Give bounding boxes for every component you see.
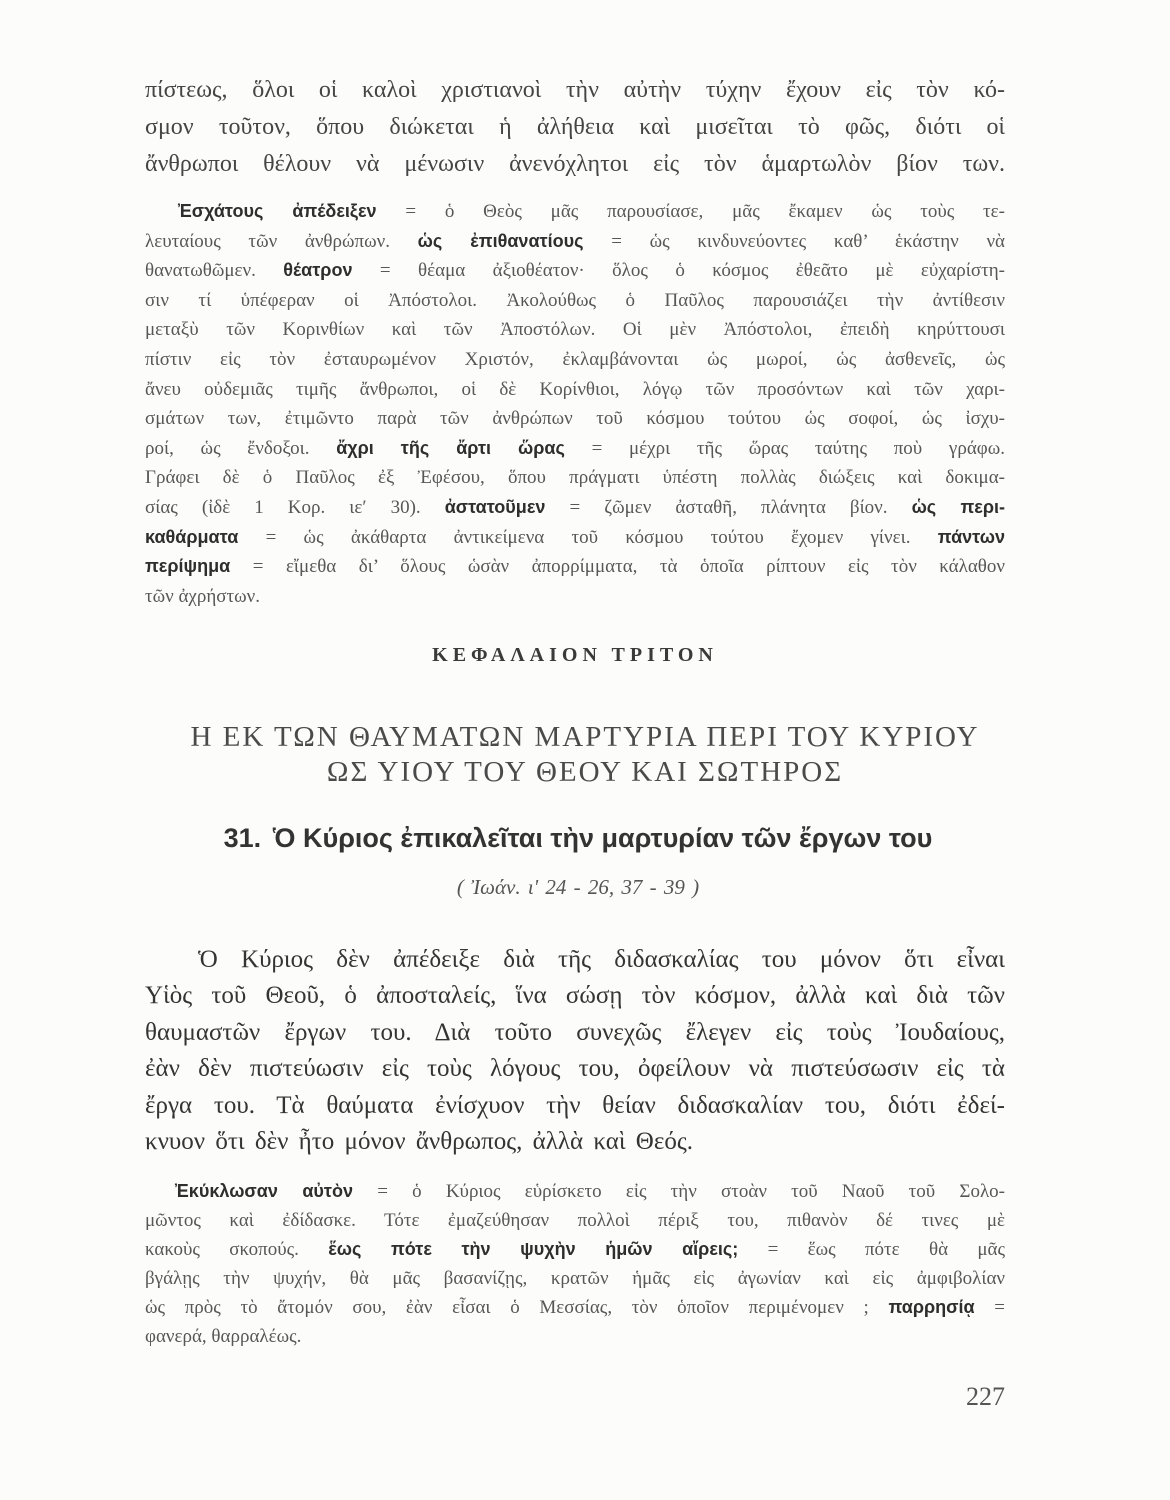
text-line [145, 552, 1005, 582]
text-run: πίστεως, ὅλοι οἱ καλοὶ χριστιανοὶ τὴν αὐτὴν τύχην ἔχουν εἰς τὸν κό- [145, 77, 1005, 103]
text-line [145, 404, 1005, 434]
text-line [145, 493, 1005, 523]
glossary-term: περίψημα [145, 556, 231, 577]
glossary-term: πάντων [937, 526, 1005, 547]
text-run: = εἴμεθα δι’ ὅλους ὡσὰν ἀπορρίμματα, τὰ ὁποῖα ρίπτουν εἰς τὸν κάλαθον [230, 556, 1005, 578]
text-run: = ὁ Θεὸς μᾶς παρουσίασε, μᾶς ἔκαμεν ὡς τοὺς τε- [376, 201, 1005, 222]
text-run: πίστιν εἰς τὸν ἐσταυρωμένον Χριστόν, ἐκλαμβάνονται ὡς μωροί, ὡς ἀσθενεῖς, ὡς [145, 348, 1005, 370]
commentary-block [145, 197, 1005, 611]
glossary-term: Ἐκύκλωσαν αὐτὸν [175, 1181, 354, 1201]
text-line [145, 345, 1005, 375]
text-run: κνυον ὅτι δὲν ἦτο μόνον ἄνθρωπος, ἀλλὰ καὶ Θεός. [145, 1128, 693, 1156]
text-run: = ὡς ἀκάθαρτα ἀντικείμενα τοῦ κόσμου τούτου ἔχομεν γίνει. [238, 526, 938, 548]
text-run: μεταξὺ τῶν Κορινθίων καὶ τῶν Ἀποστόλων. Οἱ μὲν Ἀπόστολοι, ἐπειδὴ κηρύττουσι [145, 319, 1005, 341]
text-run: ἄνευ οὐδεμιᾶς τιμῆς ἄνθρωποι, οἱ δὲ Κορίνθιοι, λόγῳ τῶν προσόντων καὶ τῶν χαρι- [145, 378, 1005, 400]
scripture-reference: ( Ἰωάν. ιʹ 24 - 26, 37 - 39 ) [456, 875, 700, 899]
text-run: = [974, 1297, 1005, 1318]
text-line [145, 109, 1005, 146]
glossary-term: παρρησίᾳ [888, 1297, 975, 1317]
chapter-title-line: ΩΣ ΥΙΟΥ ΤΟΥ ΘΕΟΥ ΚΑΙ ΣΩΤΗΡΟΣ [326, 756, 844, 788]
text-line [145, 978, 1005, 1014]
text-run: μῶντος καὶ ἐδίδασκε. Τότε ἐμαζεύθησαν πολλοὶ πέριξ του, πιθανὸν δέ τινες μὲ [145, 1210, 1005, 1231]
glossary-term: ἕως πότε τὴν ψυχὴν ἡμῶν αἴρεις; [328, 1239, 739, 1259]
text-line [145, 315, 1005, 345]
text-line [145, 582, 1005, 612]
text-run: = ἕως πότε θὰ μᾶς [738, 1239, 1006, 1260]
glossary-term: ἄχρι τῆς ἄρτι ὥρας [336, 437, 565, 458]
text-line [145, 286, 1005, 316]
text-run: κακοὺς σκοπούς. [145, 1239, 329, 1260]
text-line [145, 1235, 1005, 1264]
commentary-block [145, 1177, 1005, 1351]
text-line [145, 1206, 1005, 1235]
body-paragraph [145, 942, 1005, 1160]
glossary-term: ἀστατοῦμεν [444, 496, 546, 517]
section-title: Ὁ Κύριος ἐπικαλεῖται τὴν μαρτυρίαν τῶν ἔργων του [273, 823, 933, 853]
chapter-title-line: Η ΕΚ ΤΩΝ ΘΑΥΜΑΤΩΝ ΜΑΡΤΥΡΙΑ ΠΕΡΙ ΤΟΥ ΚΥΡΙΟΥ [190, 721, 980, 753]
text-run: ἐὰν δὲν πιστεύωσιν εἰς τοὺς λόγους του, ὀφείλουν νὰ πιστεύσωσιν εἰς τὰ [145, 1055, 1005, 1083]
text-line [145, 1293, 1005, 1322]
text-run: φανερά, θαρραλέως. [145, 1326, 302, 1347]
continued-paragraph [145, 72, 1005, 183]
page-number: 227 [966, 1382, 1005, 1411]
text-line [145, 523, 1005, 553]
text-line [145, 1322, 1005, 1351]
text-line [145, 1177, 1005, 1206]
text-run: λευταίους τῶν ἀνθρώπων. [145, 230, 418, 252]
text-run: σμάτων των, ἐτιμῶντο παρὰ τῶν ἀνθρώπων τοῦ κόσμου τούτου ὡς σοφοί, ὡς ἰσχυ- [145, 408, 1005, 430]
glossary-term: θέατρον [283, 260, 353, 281]
text-line [145, 1124, 1005, 1160]
text-run: Υἱὸς τοῦ Θεοῦ, ὁ ἀποσταλείς, ἵνα σώσῃ τὸν κόσμον, ἀλλὰ καὶ διὰ τῶν [145, 982, 1005, 1010]
text-line [145, 463, 1005, 493]
text-line [145, 1264, 1005, 1293]
text-run: τῶν ἀχρήστων. [145, 585, 261, 607]
text-line [145, 1015, 1005, 1051]
text-line [145, 256, 1005, 286]
text-run: = μέχρι τῆς ὥρας ταύτης ποὺ γράφω. [564, 437, 1005, 459]
text-run: θαυμαστῶν ἔργων του. Διὰ τοῦτο συνεχῶς ἔλεγεν εἰς τοὺς Ἰουδαίους, [145, 1018, 1005, 1046]
text-run: σμον τοῦτον, ὅπου διώκεται ἡ ἀλήθεια καὶ μισεῖται τὸ φῶς, διότι οἱ [145, 114, 1005, 140]
glossary-term: καθάρματα [145, 526, 239, 547]
text-run: ἄνθρωποι θέλουν νὰ μένωσιν ἀνενόχλητοι εἰς τὸν ἁμαρτωλὸν βίον των. [145, 151, 1005, 177]
text-run: = ὁ Κύριος εὑρίσκετο εἰς τὴν στοὰν τοῦ Ναοῦ τοῦ Σολο- [353, 1181, 1005, 1202]
text-line [145, 227, 1005, 257]
section-number: 31. [223, 823, 262, 853]
text-line [145, 375, 1005, 405]
text-run: σίας (ἰδὲ 1 Κορ. ιεʹ 30). [145, 496, 445, 518]
text-run: Ὁ Κύριος δὲν ἀπέδειξε διὰ τῆς διδασκαλίας του μόνον ὅτι εἶναι [198, 946, 1005, 973]
text-line [145, 434, 1005, 464]
text-line [145, 1088, 1005, 1124]
text-run: = ζῶμεν ἀσταθῆ, πλάνητα βίον. [545, 496, 912, 518]
text-run: ροί, ὡς ἔνδοξοι. [145, 437, 337, 459]
glossary-term: ὡς περι- [911, 496, 1005, 517]
text-line [145, 72, 1005, 109]
text-run: = θέαμα ἀξιοθέατον· ὅλος ὁ κόσμος ἐθεᾶτο μὲ εὐχαρίστη- [352, 260, 1006, 282]
text-run: βγάλῃς τὴν ψυχήν, θὰ μᾶς βασανίζῃς, κρατῶν ἡμᾶς εἰς ἀγωνίαν καὶ εἰς ἀμφιβολίαν [145, 1268, 1005, 1289]
glossary-term: ὡς ἐπιθανατίους [417, 230, 584, 251]
glossary-term: Ἐσχάτους ἀπέδειξεν [178, 201, 377, 221]
text-run: θανατωθῶμεν. [145, 260, 284, 282]
text-line [145, 942, 1005, 978]
text-run: = ὡς κινδυνεύοντες καθ’ ἑκάστην νὰ [583, 230, 1005, 252]
text-run: ἔργα του. Τὰ θαύματα ἐνίσχυον τὴν θείαν διδασκαλίαν του, διότι ἐδεί- [145, 1091, 1005, 1119]
text-line [145, 1051, 1005, 1087]
text-line [145, 146, 1005, 183]
text-run: Γράφει δὲ ὁ Παῦλος ἐξ Ἐφέσου, ὅπου πράγματι ὑπέστη πολλὰς διώξεις καὶ δοκιμα- [145, 467, 1005, 489]
text-line [145, 197, 1005, 227]
section-heading [148, 819, 1008, 857]
text-run: σιν τί ὑπέφεραν οἱ Ἀπόστολοι. Ἀκολούθως ὁ Παῦλος παρουσιάζει τὴν ἀντίθεσιν [145, 289, 1005, 311]
chapter-label: ΚΕΦΑΛΑΙΟΝ ΤΡΙΤΟΝ [432, 644, 718, 666]
text-run: ὡς πρὸς τὸ ἄτομόν σου, ἐὰν εἶσαι ὁ Μεσσίας, τὸν ὁποῖον περιμένομεν ; [145, 1297, 889, 1318]
chapter-title [155, 720, 1015, 790]
